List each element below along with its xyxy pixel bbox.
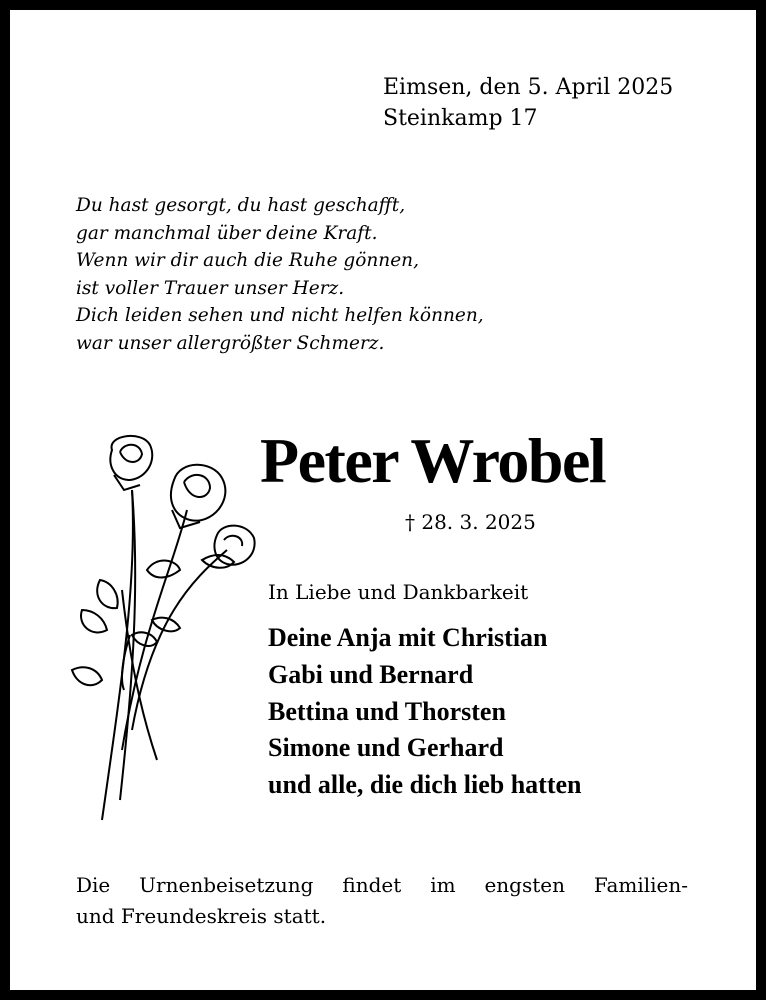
poem-line: ist voller Trauer unser Herz. (76, 277, 345, 299)
mourner: und alle, die dich lieb hatten (268, 770, 582, 800)
roses-illustration-icon (62, 430, 262, 830)
poem (76, 192, 484, 357)
poem-line: Wenn wir dir auch die Ruhe gönnen, (76, 250, 419, 271)
mourners-intro: In Liebe und Dankbarkeit (268, 580, 529, 604)
burial-note (76, 870, 688, 932)
mourner: Simone und Gerhard (268, 733, 504, 763)
burial-note-line: Die Urnenbeisetzung findet im engsten Familien- (76, 873, 688, 897)
place-date: Eimsen, den 5. April 2025 (383, 75, 674, 100)
deceased-name: Peter Wrobel (260, 425, 606, 496)
burial-note-line: und Freundeskreis statt. (76, 904, 327, 928)
mourners-list (268, 620, 582, 804)
mourner: Bettina und Thorsten (268, 696, 506, 726)
death-date: † 28. 3. 2025 (405, 510, 536, 534)
address: Steinkamp 17 (383, 106, 538, 131)
poem-line: Dich leiden sehen und nicht helfen können, (76, 305, 484, 326)
mourner: Gabi und Bernard (268, 659, 474, 689)
poem-line: gar manchmal über deine Kraft. (76, 222, 378, 244)
mourner: Deine Anja mit Christian (268, 623, 548, 652)
poem-line: Du hast gesorgt, du hast geschafft, (76, 195, 406, 216)
place-and-address (383, 72, 673, 134)
poem-line: war unser allergrößter Schmerz. (76, 332, 385, 354)
